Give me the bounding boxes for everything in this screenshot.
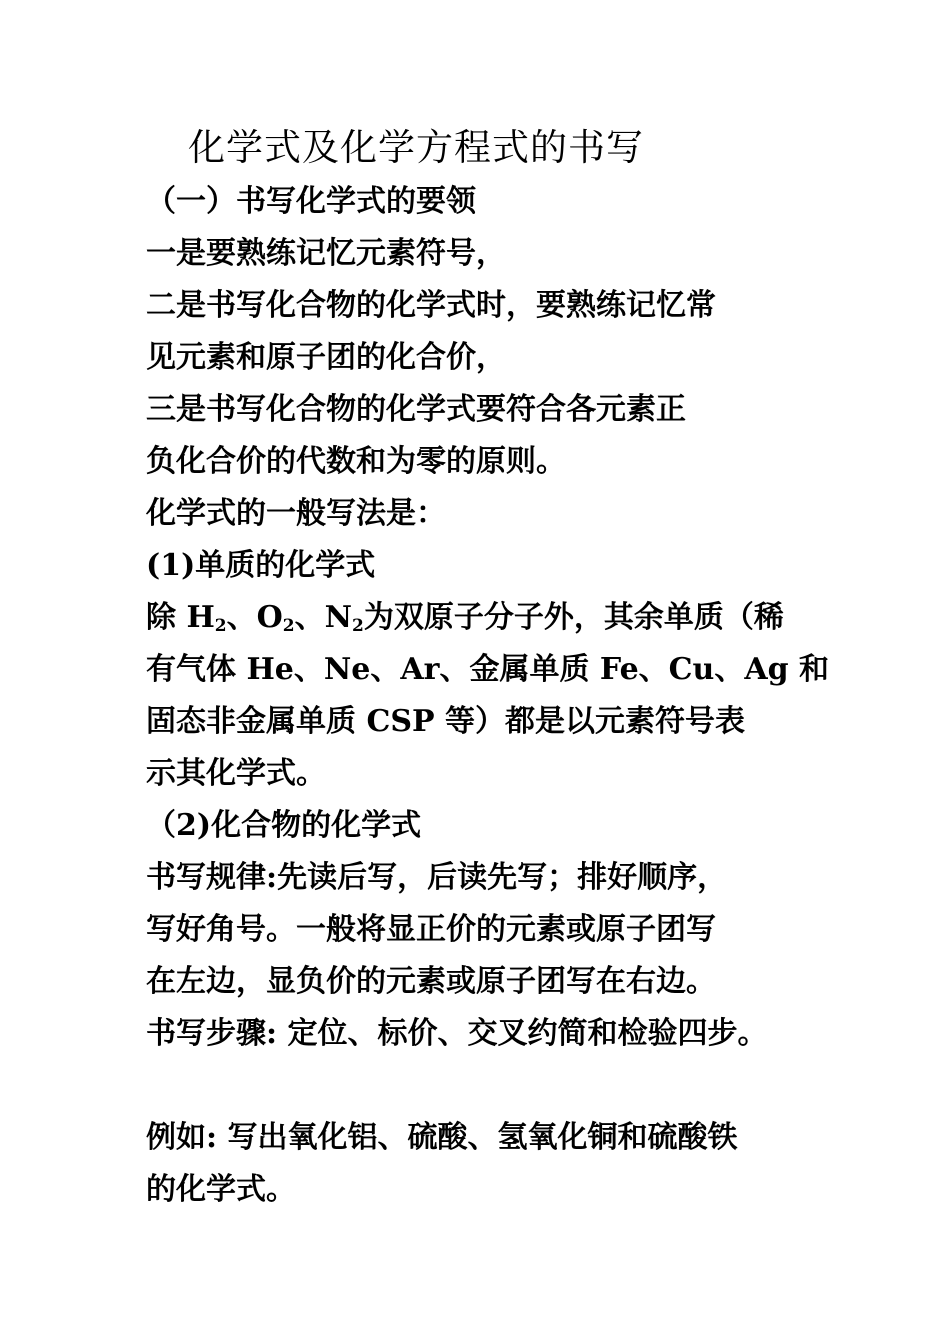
subheading-compounds: （2)化合物的化学式 (146, 808, 422, 843)
paragraph-line: 见元素和原子团的化合价， (146, 340, 506, 375)
text-run: 、O (226, 600, 283, 635)
text-run: 除 H (146, 600, 215, 635)
paragraph-line: 化学式的一般写法是： (146, 496, 446, 531)
paragraph-line: 一是要熟练记忆元素符号， (146, 236, 506, 271)
paragraph-line: 示其化学式。 (146, 756, 326, 791)
example-line: 的化学式。 (146, 1172, 296, 1207)
paragraph-line: 书写规律:先读后写，后读先写；排好顺序， (146, 860, 728, 895)
example-line: 例如: 写出氧化铝、硫酸、氢氧化铜和硫酸铁 (146, 1120, 738, 1155)
section-heading: （一）书写化学式的要领 (146, 184, 476, 219)
subheading-elements: (1)单质的化学式 (146, 548, 376, 583)
paragraph-line: 三是书写化合物的化学式要符合各元素正 (146, 392, 686, 427)
paragraph-line: 固态非金属单质 CSP 等）都是以元素符号表 (146, 704, 745, 739)
paragraph-line: 书写步骤: 定位、标价、交叉约简和检验四步。 (146, 1016, 768, 1051)
subscript: 2 (352, 616, 364, 636)
document-title: 化学式及化学方程式的书写 (188, 126, 644, 169)
paragraph-line: 有气体 He、Ne、Ar、金属单质 Fe、Cu、Ag 和 (146, 652, 830, 687)
blank-line (146, 1060, 836, 1112)
paragraph-line: 二是书写化合物的化学式时，要熟练记忆常 (146, 288, 716, 323)
document-body (146, 176, 836, 1216)
subscript: 2 (282, 616, 295, 636)
paragraph-line: 在左边，显负价的元素或原子团写在右边。 (146, 964, 716, 999)
subscript: 2 (214, 616, 227, 636)
paragraph-line: 负化合价的代数和为零的原则。 (146, 444, 566, 479)
text-run: 为双原子分子外，其余单质（稀 (363, 600, 784, 635)
text-run: 、N (294, 600, 353, 635)
paragraph-line: 写好角号。一般将显正价的元素或原子团写 (146, 912, 716, 947)
paragraph-line-formula (146, 592, 836, 644)
